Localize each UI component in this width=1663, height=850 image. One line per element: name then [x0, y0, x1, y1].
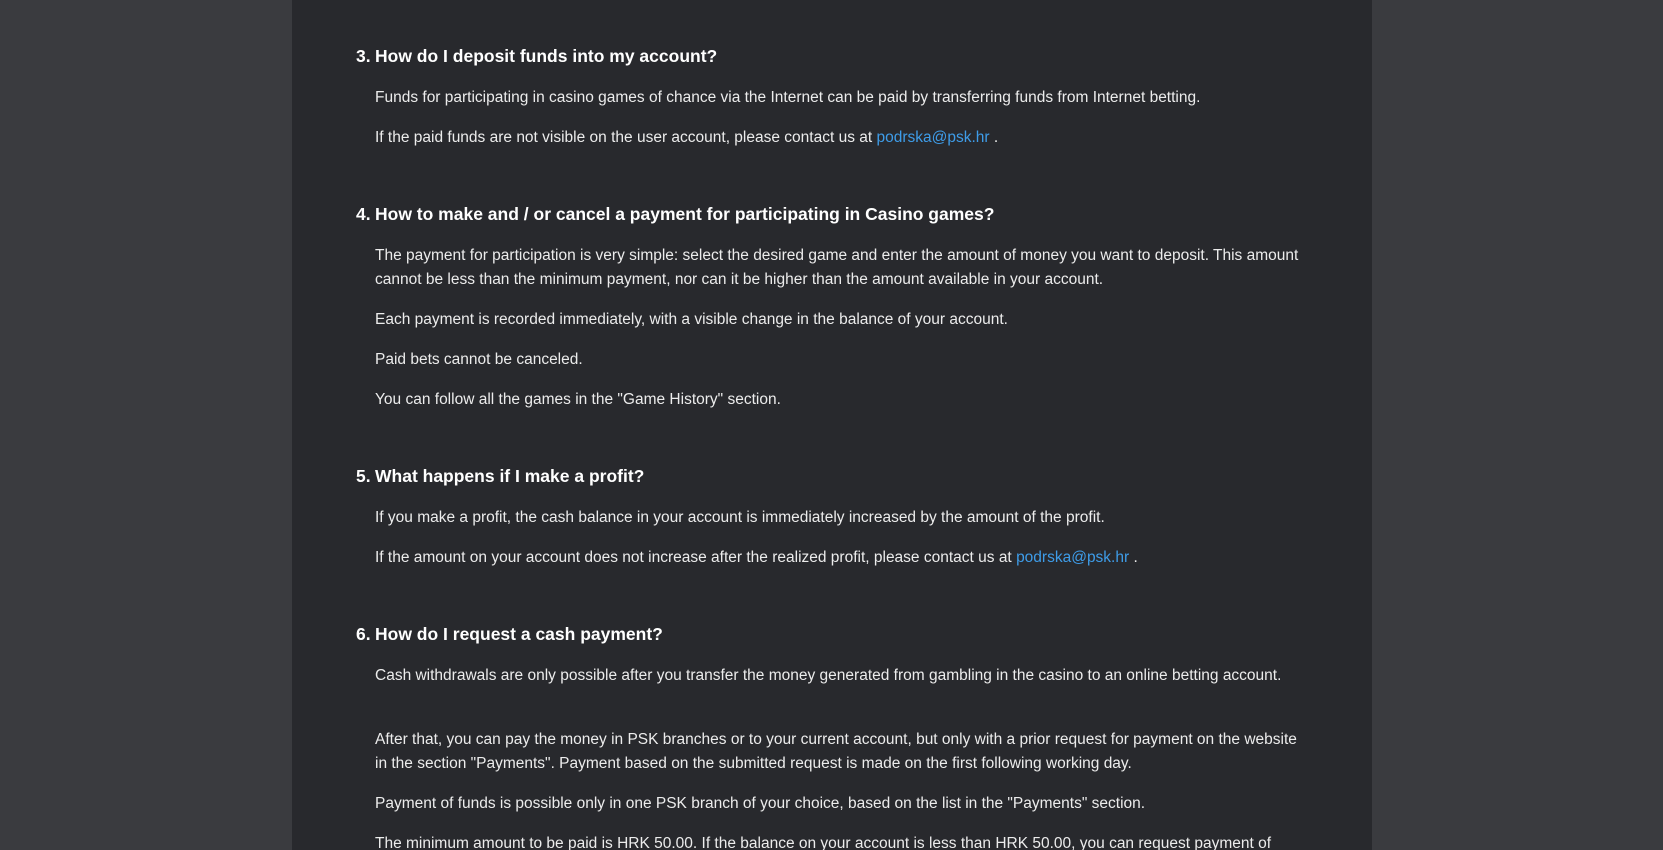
- faq-answer-paragraph: After that, you can pay the money in PSK branches or to your current account, but only with a prior request for payment on the website in the section "Payments". Payment based on the submitted request is made on the first following working day.: [375, 731, 1297, 772]
- faq-question-text: What happens if I make a profit?: [375, 466, 645, 486]
- faq-answer-paragraph: Paid bets cannot be canceled.: [375, 351, 583, 368]
- faq-question: [356, 622, 663, 646]
- support-email-link[interactable]: podrska@psk.hr: [876, 129, 990, 146]
- faq-number: 4.: [356, 204, 371, 224]
- faq-answer-text: If the amount on your account does not increase after the realized profit, please contact us at: [375, 549, 1017, 566]
- faq-number: 5.: [356, 466, 371, 486]
- faq-answer-suffix: .: [1129, 549, 1138, 566]
- faq-question-text: How do I request a cash payment?: [375, 624, 663, 644]
- faq-answer-paragraph: The minimum amount to be paid is HRK 50.00. If the balance on your account is less than HRK 50.00, you can request payment of: [375, 835, 1272, 850]
- faq-question: [356, 44, 717, 68]
- faq-answer-paragraph: You can follow all the games in the "Game History" section.: [375, 391, 781, 408]
- faq-question: [356, 464, 644, 488]
- faq-answer-paragraph: The payment for participation is very simple: select the desired game and enter the amount of money you want to deposit. This amount cannot be less than the minimum payment, nor can it be higher than the amount available in your account.: [375, 247, 1299, 288]
- content-panel: [292, 0, 1372, 850]
- faq-answer-text: If the paid funds are not visible on the user account, please contact us at: [375, 129, 877, 146]
- faq-question-text: How do I deposit funds into my account?: [375, 46, 718, 66]
- faq-answer-paragraph: [375, 126, 1305, 150]
- faq-number: 3.: [356, 46, 371, 66]
- faq-answer-paragraph: If you make a profit, the cash balance in your account is immediately increased by the amount of the profit.: [375, 509, 1105, 526]
- faq-answer-paragraph: Funds for participating in casino games of chance via the Internet can be paid by transferring funds from Internet betting.: [375, 89, 1201, 106]
- faq-answer-paragraph: Cash withdrawals are only possible after you transfer the money generated from gambling in the casino to an online betting account.: [375, 667, 1282, 684]
- faq-answer-paragraph: Each payment is recorded immediately, with a visible change in the balance of your account.: [375, 311, 1008, 328]
- faq-number: 6.: [356, 624, 371, 644]
- faq-answer-paragraph: [375, 546, 1305, 570]
- faq-question: [356, 202, 994, 226]
- support-email-link[interactable]: podrska@psk.hr: [1016, 549, 1130, 566]
- faq-answer-paragraph: Payment of funds is possible only in one PSK branch of your choice, based on the list in the "Payments" section.: [375, 795, 1146, 812]
- faq-answer-suffix: .: [989, 129, 999, 146]
- faq-question-text: How to make and / or cancel a payment for participating in Casino games?: [375, 204, 995, 224]
